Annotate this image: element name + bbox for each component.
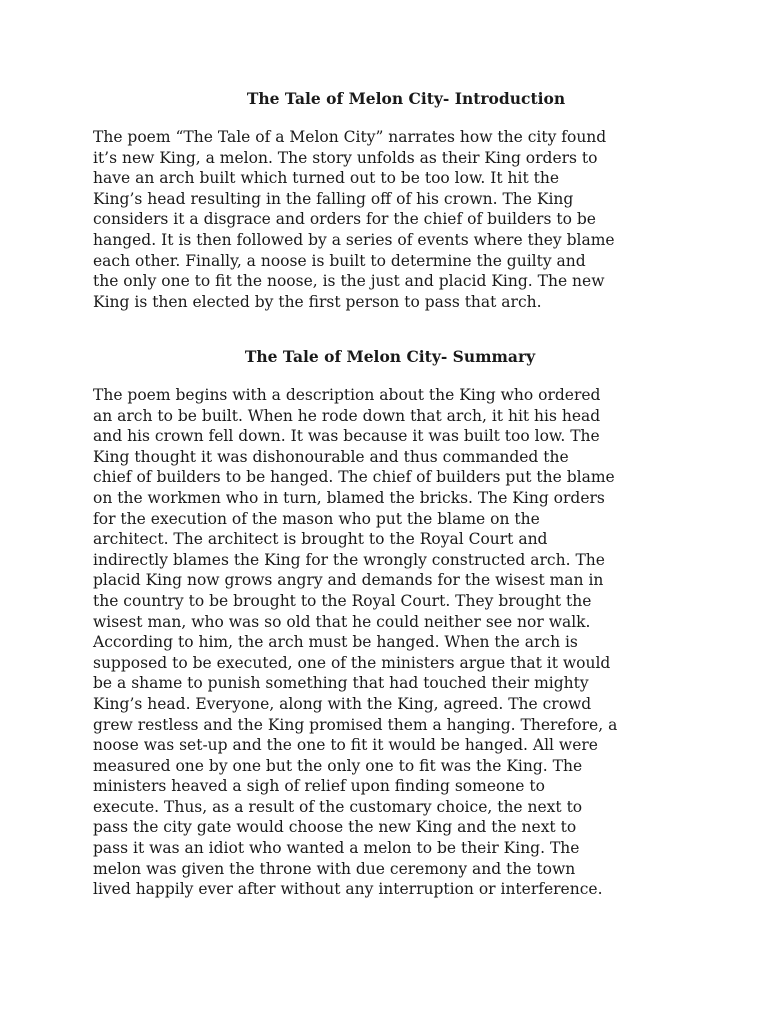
summary-line: The poem begins with a description about the King who ordered xyxy=(93,386,601,404)
intro-line: King is then elected by the first person to pass that arch. xyxy=(93,292,542,311)
summary-heading: The Tale of Melon City- Summary xyxy=(244,347,536,366)
summary-line: the country to be brought to the Royal Court. They brought the xyxy=(93,591,592,610)
summary-line: placid King now grows angry and demands for the wisest man in xyxy=(93,571,604,590)
summary-line: and his crown fell down. It was because it was built too low. The xyxy=(93,427,600,446)
summary-line: wisest man, who was so old that he could neither see nor walk. xyxy=(93,612,591,631)
summary-line: chief of builders to be hanged. The chief of builders put the blame xyxy=(93,468,615,487)
summary-line: be a shame to punish something that had touched their mighty xyxy=(93,674,589,693)
intro-heading: The Tale of Melon City- Introduction xyxy=(246,89,566,108)
summary-paragraph xyxy=(93,385,673,900)
summary-line: measured one by one but the only one to fit was the King. The xyxy=(93,756,583,775)
intro-line: have an arch built which turned out to be too low. It hit the xyxy=(93,169,559,188)
summary-line: indirectly blames the King for the wrongly constructed arch. The xyxy=(93,550,605,569)
summary-line: pass it was an idiot who wanted a melon to be their King. The xyxy=(93,839,580,858)
summary-line: pass the city gate would choose the new King and the next to xyxy=(93,818,577,837)
intro-line: King’s head resulting in the falling off of his crown. The King xyxy=(93,189,574,208)
summary-line: lived happily ever after without any interruption or interference. xyxy=(93,880,603,899)
summary-line: noose was set-up and the one to fit it would be hanged. All were xyxy=(93,736,598,755)
summary-line: an arch to be built. When he rode down that arch, it hit his head xyxy=(93,406,601,425)
summary-line: execute. Thus, as a result of the customary choice, the next to xyxy=(93,797,583,816)
summary-line: architect. The architect is brought to the Royal Court and xyxy=(93,530,548,549)
summary-line: supposed to be executed, one of the ministers argue that it would xyxy=(93,653,611,672)
intro-line: it’s new King, a melon. The story unfolds as their King orders to xyxy=(93,148,598,167)
summary-line: for the execution of the mason who put the blame on the xyxy=(93,509,540,528)
summary-line: ministers heaved a sigh of relief upon finding someone to xyxy=(93,777,545,796)
intro-line: the only one to fit the noose, is the just and placid King. The new xyxy=(93,272,605,291)
summary-line: on the workmen who in turn, blamed the bricks. The King orders xyxy=(93,488,605,507)
summary-line: grew restless and the King promised them a hanging. Therefore, a xyxy=(93,715,618,734)
summary-line: melon was given the throne with due ceremony and the town xyxy=(93,859,576,878)
intro-paragraph xyxy=(93,127,673,312)
summary-line: King’s head. Everyone, along with the King, agreed. The crowd xyxy=(93,694,592,713)
intro-line: The poem “The Tale of a Melon City” narrates how the city found xyxy=(93,128,607,146)
summary-line: King thought it was dishonourable and thus commanded the xyxy=(93,447,569,466)
intro-line: each other. Finally, a noose is built to determine the guilty and xyxy=(93,251,586,270)
intro-line: hanged. It is then followed by a series of events where they blame xyxy=(93,230,615,249)
summary-line: According to him, the arch must be hanged. When the arch is xyxy=(93,633,578,652)
intro-line: considers it a disgrace and orders for the chief of builders to be xyxy=(93,210,596,229)
